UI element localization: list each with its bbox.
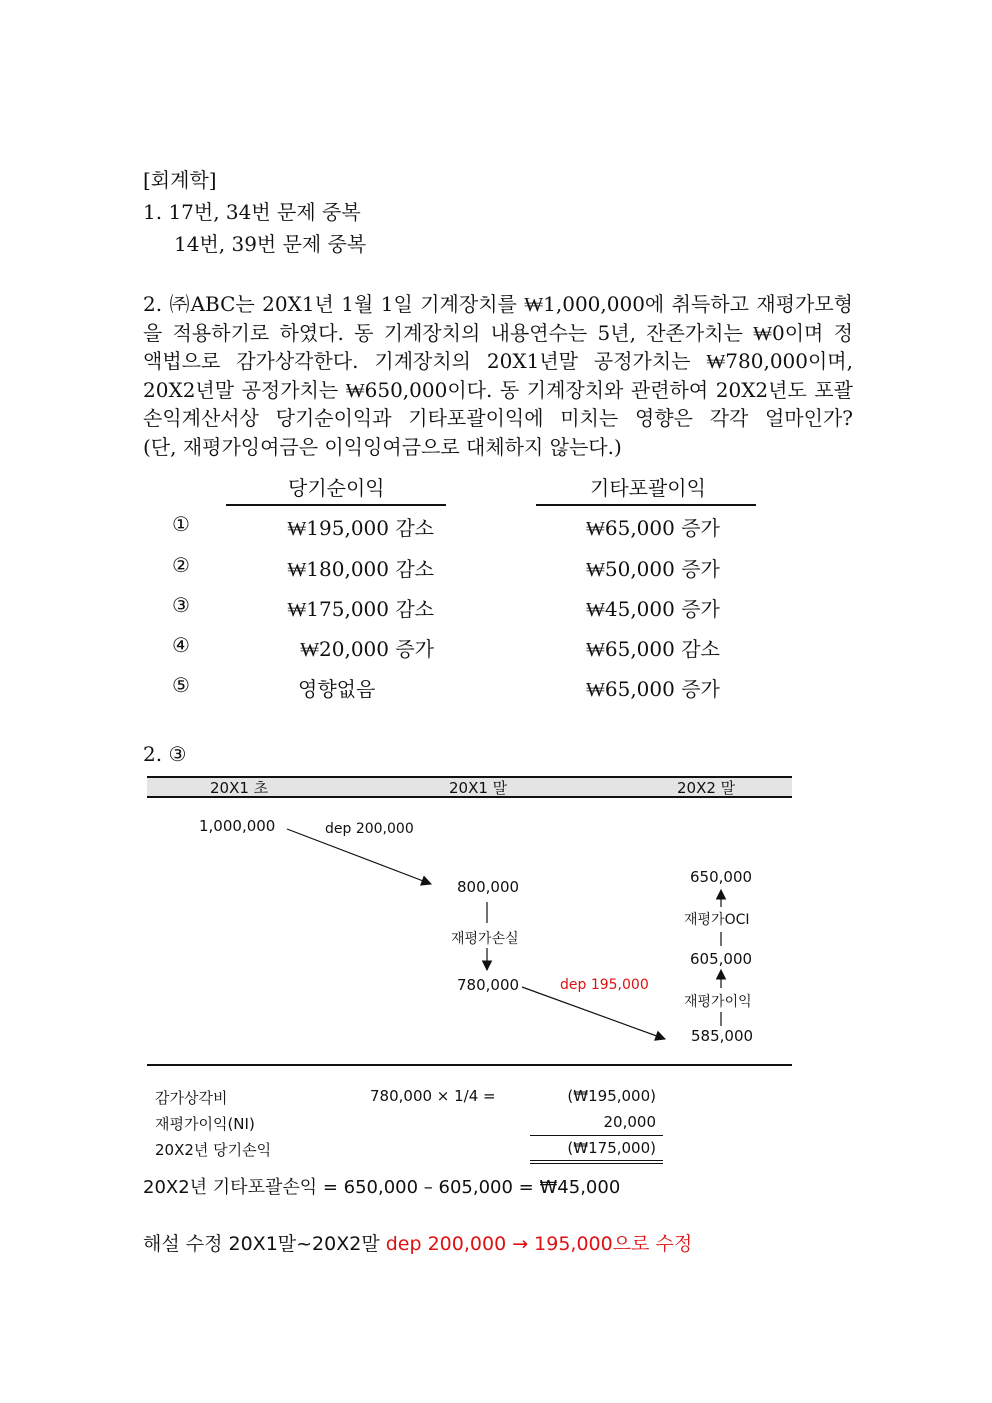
col-header-ni: 당기순이익 <box>288 476 385 500</box>
dep1-arrow <box>287 829 431 884</box>
option-oci: ₩65,000 감소 <box>586 637 720 661</box>
calc-double-rule-2 <box>530 1163 663 1164</box>
dep2-label: dep 195,000 <box>560 977 649 993</box>
value-800: 800,000 <box>457 878 520 896</box>
question-line: 액법으로 감가상각한다. 기계장치의 20X1년말 공정가치는 ₩780,000이며, <box>143 349 853 373</box>
value-650: 650,000 <box>690 868 753 886</box>
dep2-arrow <box>522 987 665 1039</box>
option-number: ② <box>172 553 190 577</box>
option-ni: ₩20,000 증가 <box>300 637 434 661</box>
option-ni: 영향없음 <box>298 677 376 701</box>
value-585: 585,000 <box>691 1027 754 1045</box>
option-number: ① <box>172 512 190 536</box>
calc-total-label: 20X2년 당기손익 <box>155 1141 272 1159</box>
correction-prefix: 해설 수정 20X1말~20X2말 <box>143 1233 386 1255</box>
reval-gain-label: 재평가이익 <box>684 994 752 1010</box>
diagram-bottom-rule <box>147 1064 792 1066</box>
option-oci: ₩65,000 증가 <box>586 677 720 701</box>
calc-dep-value: (₩195,000) <box>567 1087 656 1105</box>
correction-note <box>143 1229 692 1256</box>
reval-oci-label: 재평가OCI <box>684 912 750 928</box>
calc-reval-gain-label: 재평가이익(NI) <box>155 1115 255 1133</box>
duplicate-note-2: 14번, 39번 문제 중복 <box>174 232 367 256</box>
value-start: 1,000,000 <box>199 817 276 835</box>
correction-text: dep 200,000 → 195,000으로 수정 <box>385 1233 693 1255</box>
calc-sum-rule <box>530 1135 663 1136</box>
reval-loss-label: 재평가손실 <box>451 931 519 947</box>
calc-total-value: (₩175,000) <box>567 1139 656 1157</box>
answer-label: 2. ③ <box>143 742 187 766</box>
question-line: (단, 재평가잉여금은 이익잉여금으로 대체하지 않는다.) <box>143 434 622 459</box>
value-780: 780,000 <box>457 976 520 994</box>
oci-result-line: 20X2년 기타포괄손익 = 650,000 – 605,000 = ₩45,000 <box>143 1177 621 1198</box>
timeline-t1: 20X1 말 <box>449 779 508 797</box>
col-header-oci: 기타포괄이익 <box>590 476 706 500</box>
option-oci: ₩65,000 증가 <box>586 516 720 540</box>
dep1-label: dep 200,000 <box>325 821 414 837</box>
option-number: ⑤ <box>172 673 190 697</box>
option-oci: ₩50,000 증가 <box>586 557 720 581</box>
calc-reval-gain-value: 20,000 <box>603 1113 656 1131</box>
question-line: 을 적용하기로 하였다. 동 기계장치의 내용연수는 5년, 잔존가치는 ₩0이며 정 <box>143 320 853 345</box>
option-number: ③ <box>172 593 190 617</box>
value-605: 605,000 <box>690 950 753 968</box>
calc-dep-label: 감가상각비 <box>155 1089 228 1107</box>
timeline-t0: 20X1 초 <box>210 779 269 797</box>
duplicate-note-1: 1. 17번, 34번 문제 중복 <box>143 200 361 224</box>
question-line: 2. ㈜ABC는 20X1년 1월 1일 기계장치를 ₩1,000,000에 취득하고 재평가모형 <box>143 292 853 316</box>
option-ni: ₩195,000 감소 <box>287 516 434 540</box>
option-ni: ₩180,000 감소 <box>287 557 434 581</box>
question-line: 20X2년말 공정가치는 ₩650,000이다. 동 기계장치와 관련하여 20X2년도 포괄 <box>143 377 853 402</box>
option-oci: ₩45,000 증가 <box>586 597 720 621</box>
option-number: ④ <box>172 633 190 657</box>
calc-double-rule-1 <box>530 1160 663 1161</box>
calc-dep-formula: 780,000 × 1/4 = <box>370 1087 496 1105</box>
section-header: [회계학] <box>143 168 217 192</box>
option-ni: ₩175,000 감소 <box>287 597 434 621</box>
timeline-t2: 20X2 말 <box>677 779 736 797</box>
question-line: 손익계산서상 당기순이익과 기타포괄이익에 미치는 영향은 각각 얼마인가? <box>143 406 853 430</box>
